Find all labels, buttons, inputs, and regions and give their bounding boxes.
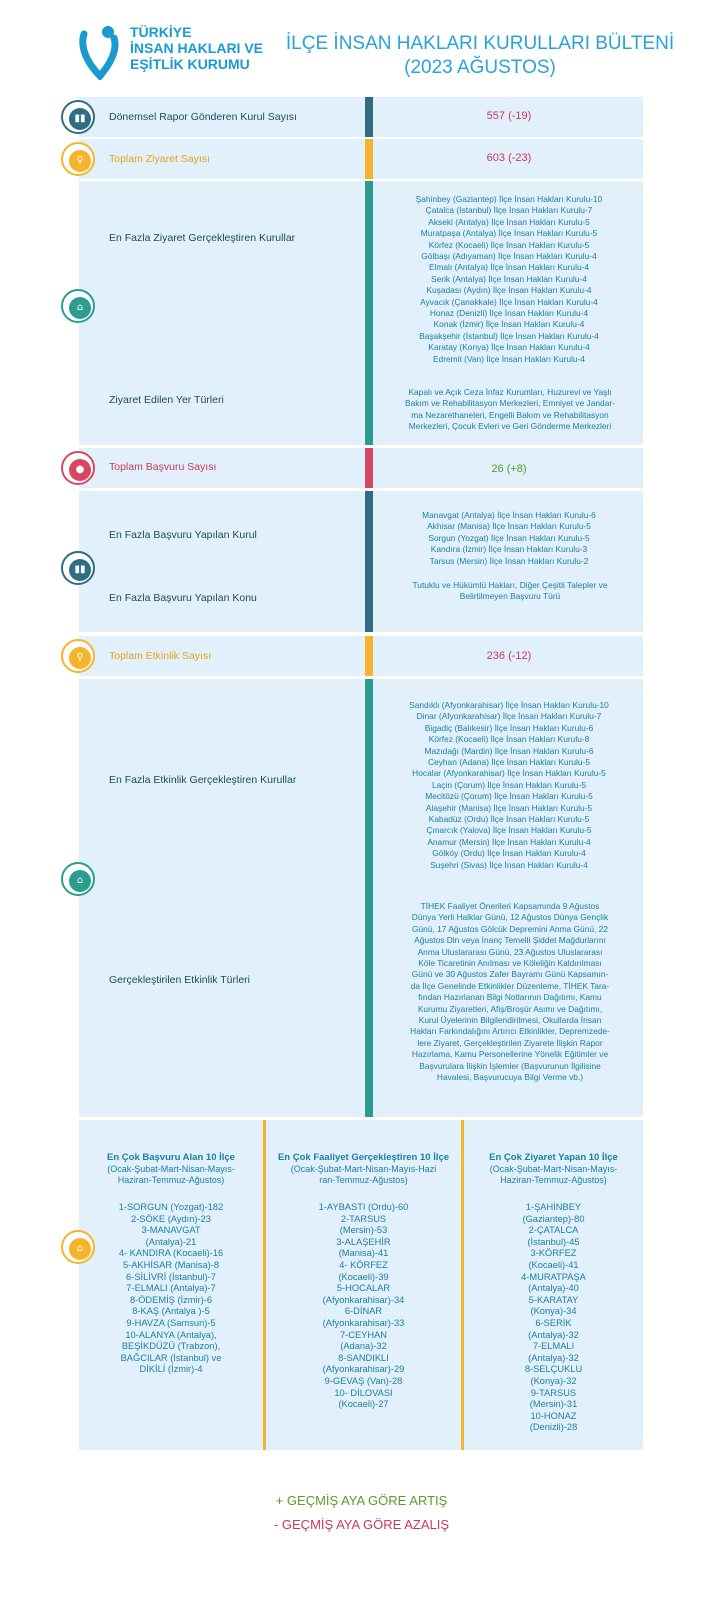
list-item: (Afyonkarahisar)-34 xyxy=(322,1294,405,1305)
list-item: Honaz (Denizli) İlçe İnsan Hakları Kurulu-4 xyxy=(429,308,589,319)
column-title: En Çok Faaliyet Gerçekleştiren 10 İlçe xyxy=(277,1152,450,1163)
list-item: (Adana)-32 xyxy=(340,1341,387,1352)
list-item: Konak (İzmir) İlçe İnsan Hakları Kurulu-4 xyxy=(433,319,585,330)
list-item: Manavgat (Antalya) İlçe İnsan Hakları Kurulu-6 xyxy=(422,510,596,520)
list-item: Serik (Antalya) İlçe İnsan Hakları Kurulu-4 xyxy=(431,273,587,284)
column-title: En Çok Başvuru Alan 10 İlçe xyxy=(107,1152,235,1163)
logo-line: TÜRKİYE xyxy=(130,24,192,40)
list-item: (Gaziantep)-80 xyxy=(522,1213,585,1224)
logo-line: EŞİTLİK KURUMU xyxy=(130,56,250,72)
text-line: Havalesi, Başvurucuya Bilgi Verme vb.) xyxy=(436,1072,584,1083)
list-item: DİKİLİ (İzmir)-4 xyxy=(139,1364,203,1375)
list-item: 5-KARATAY xyxy=(528,1294,579,1305)
logo-line: İNSAN HAKLARI VE xyxy=(130,40,264,56)
top-event-boards-list xyxy=(378,700,640,871)
list-item: (Afyonkarahisar)-33 xyxy=(322,1317,405,1328)
text-line: Tutuklu ve Hükümlü Hakları, Diğer Çeşitli Talepler ve xyxy=(412,580,608,590)
logo-icon xyxy=(78,24,126,80)
column-list xyxy=(470,1202,637,1434)
user-icon: ● xyxy=(69,459,91,481)
list-item: (Kocaeli)-39 xyxy=(338,1271,389,1282)
top-event-boards-label: En Fazla Etkinlik Gerçekleştiren Kurullar xyxy=(109,774,297,786)
text-line: Merkezleri, Çocuk Evleri ve Geri Gönderme Merkezleri xyxy=(408,421,612,432)
list-item: Körfez (Kocaeli) İlçe İnsan Hakları Kurulu-5 xyxy=(428,239,590,250)
subtitle-line: Haziran-Temmuz-Ağustos) xyxy=(117,1175,225,1185)
list-item: 1-SORGUN (Yozgat)-182 xyxy=(118,1202,224,1212)
list-item: BAĞCILAR (İstanbul) ve xyxy=(120,1352,222,1363)
text-line: TİHEK Faaliyet Önerileri Kapsamında 9 Ağustos xyxy=(420,901,600,911)
visit-places-text xyxy=(384,387,636,433)
applied-badge xyxy=(61,551,95,585)
list-item: 5-AKHİSAR (Manisa)-8 xyxy=(122,1259,220,1270)
event-types-label: Gerçekleştirilen Etkinlik Türleri xyxy=(109,974,251,986)
list-item: 9-TARSUS xyxy=(530,1387,577,1398)
list-item: (Kocaeli)-41 xyxy=(528,1259,579,1270)
list-item: Karatay (Konya) İlçe İnsan Hakları Kurulu-4 xyxy=(428,342,590,353)
applied-divider xyxy=(365,491,373,632)
text-line: Başvurulara İlişkin İşlemler (Başvurunun İlgilisine xyxy=(419,1060,601,1071)
bar-chart-icon: ▮▮ xyxy=(69,559,91,581)
logo-text xyxy=(130,24,263,72)
legend-increase: + GEÇMİŞ AYA GÖRE ARTIŞ xyxy=(275,1493,448,1508)
list-item: BEŞİKDÜZÜ (Trabzon), xyxy=(121,1341,221,1352)
list-item: Şahinbey (Gaziantep) İlçe İnsan Hakları Kurulu-10 xyxy=(415,194,603,204)
text-line: Dünya Yerli Halklar Günü, 12 Ağustos Dünya Gençlik xyxy=(411,912,609,923)
home-icon: ⌂ xyxy=(69,297,91,319)
reports-value: 557 (-19) xyxy=(486,110,532,122)
text-line: Kurumu Ziyaretleri, Afiş/Broşür Asımı ve Dağıtımı, xyxy=(417,1003,603,1014)
list-item: Bigadiç (Balıkesir) İlçe İnsan Hakları Kurulu-6 xyxy=(424,722,594,733)
list-item: Hocalar (Afyonkarahisar) İlçe İnsan Hakları Kurulu-5 xyxy=(412,768,606,779)
top-applied-label: En Fazla Başvuru Yapılan Kurul xyxy=(109,529,257,541)
reports-badge xyxy=(61,100,95,134)
list-item: Laçin (Çorum) İlçe İnsan Hakları Kurulu-5 xyxy=(431,779,587,790)
reports-divider xyxy=(365,97,373,137)
top-topic-label: En Fazla Başvuru Yapılan Konu xyxy=(109,592,257,604)
list-item: 8-SANDIKLI xyxy=(338,1352,389,1363)
events-value: 236 (-12) xyxy=(486,650,532,662)
column-subtitle xyxy=(468,1164,639,1186)
list-item: Elmalı (Antalya) İlçe İnsan Hakları Kurulu-4 xyxy=(428,262,590,273)
list-item: 8-ÖDEMİŞ (İzmir)-6 xyxy=(129,1294,213,1305)
list-item: 7-ELMALI xyxy=(532,1341,575,1352)
list-item: 2-ÇATALCA xyxy=(528,1225,579,1236)
list-item: 8-SELÇUKLU xyxy=(524,1364,583,1375)
list-item: 6-DİNAR xyxy=(344,1306,383,1317)
top-applications-column xyxy=(79,1120,263,1450)
list-item: 4- KANDIRA (Kocaeli)-16 xyxy=(118,1248,224,1259)
subtitle-line: (Ocak-Şubat-Mart-Nisan-Mayıs- xyxy=(489,1164,618,1174)
list-item: 1-ŞAHİNBEY xyxy=(525,1202,582,1212)
column-list xyxy=(85,1202,257,1376)
list-item: (Konya)-32 xyxy=(530,1375,577,1386)
event-boards-divider xyxy=(365,679,373,1117)
list-item: Körfez (Kocaeli) İlçe İnsan Hakları Kurulu-8 xyxy=(428,734,590,745)
top-activities-column xyxy=(266,1120,461,1450)
text-line: Kapalı ve Açık Ceza İnfaz Kurumları, Huzurevi ve Yaşlı xyxy=(408,387,612,397)
list-item: 10-ALANYA (Antalya), xyxy=(125,1329,217,1340)
column-subtitle xyxy=(83,1164,259,1186)
list-item: 3-ALAŞEHİR xyxy=(336,1236,391,1247)
list-item: Mazıdağı (Mardin) İlçe İnsan Hakları Kurulu-6 xyxy=(424,745,594,756)
text-line: Köle Ticaretinin Anılması ve Köleliğin Kaldırılması xyxy=(418,958,602,969)
text-line: Ağustos Din veya İnanç Temelli Şiddet Mağdurlarını xyxy=(414,935,606,946)
top-applied-list xyxy=(378,510,640,567)
visit-places-label: Ziyaret Edilen Yer Türleri xyxy=(109,394,224,406)
legend-decrease: - GEÇMİŞ AYA GÖRE AZALIŞ xyxy=(273,1517,450,1532)
list-item: 10-HONAZ xyxy=(530,1410,577,1421)
search-icon: ⚲ xyxy=(69,150,91,172)
list-item: (Konya)-34 xyxy=(530,1306,577,1317)
list-item: (İstanbul)-45 xyxy=(527,1236,580,1247)
list-item: (Kocaeli)-27 xyxy=(338,1399,389,1410)
subtitle-line: (Ocak-Şubat-Mart-Nisan-Mayıs- xyxy=(107,1164,235,1174)
list-item: (Afyonkarahisar)-29 xyxy=(322,1364,405,1375)
page-title xyxy=(285,32,675,80)
list-item: 3-KÖRFEZ xyxy=(530,1248,577,1259)
list-item: 7-ELMALI (Antalya)-7 xyxy=(126,1283,216,1294)
text-line: fından Hazırlanan Bilgi Notlarının Dağıtımı, Kamu xyxy=(418,992,602,1003)
events-badge xyxy=(61,639,95,673)
list-item: Suşehri (Sivas) İlçe İnsan Hakları Kurulu-4 xyxy=(430,859,588,870)
events-label: Toplam Etkinlik Sayısı xyxy=(109,650,212,662)
subtitle-line: (Ocak-Şubat-Mart-Nisan-Mayıs-Hazi xyxy=(290,1164,437,1174)
page-title-line2: (2023 AĞUSTOS) xyxy=(404,57,556,78)
list-item: 7-CEYHAN xyxy=(339,1329,387,1340)
visitors-divider xyxy=(365,181,373,445)
list-item: (Denizli)-28 xyxy=(529,1422,578,1433)
list-item: Kandıra (İzmir) İlçe İnsan Hakları Kurulu-3 xyxy=(430,544,588,555)
visits-badge xyxy=(61,142,95,176)
list-item: Mecitözü (Çorum) İlçe İnsan Hakları Kurulu-5 xyxy=(425,791,593,802)
reports-label: Dönemsel Rapor Gönderen Kurul Sayısı xyxy=(109,111,297,123)
text-line: lere Ziyaret, Gerçekleştirilen Ziyarete İlişkin Rapor xyxy=(417,1037,603,1048)
page-title-line1: İLÇE İNSAN HAKLARI KURULLARI BÜLTENİ xyxy=(285,33,675,54)
list-item: Muratpaşa (Antalya) İlçe İnsan Hakları Kurulu-5 xyxy=(420,228,598,239)
list-item: (Antalya)-32 xyxy=(528,1329,579,1340)
list-item: (Antalya)-21 xyxy=(145,1236,197,1247)
top-visits-column xyxy=(464,1120,643,1450)
list-item: 2-TARSUS xyxy=(340,1213,387,1224)
list-item: Gölbaşı (Adıyaman) İlçe İnsan Hakları Kurulu-4 xyxy=(421,251,597,262)
bar-chart-icon: ▮▮ xyxy=(69,108,91,130)
list-item: 2-SÖKE (Aydın)-23 xyxy=(131,1213,211,1224)
list-item: (Mersin)-31 xyxy=(529,1399,578,1410)
list-item: Çatalca (İstanbul) İlçe İnsan Hakları Kurulu-7 xyxy=(425,205,593,216)
columns-badge xyxy=(61,1230,95,1264)
list-item: 5-HOCALAR xyxy=(336,1283,391,1294)
list-item: 9-GEVAŞ (Van)-28 xyxy=(324,1375,403,1386)
text-line: da İlçe Genelinde Etkinlikler Düzenleme, TİHEK Tara- xyxy=(410,980,610,991)
event-boards-badge xyxy=(61,862,95,896)
list-item: 9-HAVZA (Samsun)-5 xyxy=(126,1317,216,1328)
list-item: Çınarcık (Yalova) İlçe İnsan Hakları Kurulu-5 xyxy=(426,825,592,836)
text-line: ma Nezarethaneleri, Engelli Bakım ve Rehabilitasyon xyxy=(411,409,609,420)
events-divider xyxy=(365,636,373,676)
list-item: Edremit (Van) İlçe İnsan Hakları Kurulu-4 xyxy=(432,353,586,364)
list-item: (Antalya)-32 xyxy=(528,1352,579,1363)
text-line: Hakları Farkındalığını Artırıcı Etkinlikler, Depremzede- xyxy=(410,1026,610,1037)
list-item: Sandıklı (Afyonkarahisar) İlçe İnsan Hakları Kurulu-10 xyxy=(409,700,609,710)
home-icon: ⌂ xyxy=(69,870,91,892)
list-item: 8-KAŞ (Antalya )-5 xyxy=(132,1306,210,1317)
top-visitors-list xyxy=(378,194,640,365)
top-visitors-label: En Fazla Ziyaret Gerçekleştiren Kurullar xyxy=(109,232,296,244)
column-list xyxy=(272,1202,455,1411)
list-item: Sorgun (Yozgat) İlçe İnsan Hakları Kurulu-5 xyxy=(428,532,590,543)
list-item: Dinar (Afyonkarahisar) İlçe İnsan Hakları Kurulu-7 xyxy=(416,711,602,722)
subtitle-line: ran-Temmuz-Ağustos) xyxy=(319,1175,408,1185)
applications-divider xyxy=(365,448,373,488)
top-topic-text xyxy=(384,580,636,603)
visits-value: 603 (-23) xyxy=(486,152,532,164)
visitors-badge xyxy=(61,289,95,323)
applications-value: 26 (+8) xyxy=(491,463,527,475)
visits-divider xyxy=(365,139,373,179)
list-item: 10- DİLOVASI xyxy=(334,1387,393,1398)
list-item: (Manisa)-41 xyxy=(338,1248,389,1259)
text-line: Belirtilmeyen Başvuru Türü xyxy=(459,591,561,602)
list-item: Kuşadası (Aydın) İlçe İnsan Hakları Kurulu-4 xyxy=(426,285,592,296)
list-item: Kabadüz (Ordu) İlçe İnsan Hakları Kurulu-5 xyxy=(428,814,590,825)
list-item: Akseki (Antalya) İlçe İnsan Hakları Kurulu-5 xyxy=(428,216,590,227)
list-item: (Mersin)-53 xyxy=(339,1225,388,1236)
visits-label: Toplam Ziyaret Sayısı xyxy=(109,153,210,165)
list-item: Anamur (Mersin) İlçe İnsan Hakları Kurulu-4 xyxy=(427,836,591,847)
list-item: Gölköy (Ordu) İlçe İnsan Hakları Kurulu-4 xyxy=(432,848,586,859)
text-line: Anma Uluslararası Günü, 23 Ağustos Uluslararası xyxy=(417,946,603,957)
list-item: Tarsus (Mersin) İlçe İnsan Hakları Kurulu-2 xyxy=(429,555,589,566)
list-item: Ceyhan (Adana) İlçe İnsan Hakları Kurulu-5 xyxy=(428,757,590,768)
column-title: En Çok Ziyaret Yapan 10 İlçe xyxy=(489,1152,618,1163)
text-line: Günü ve 30 Ağustos Zafer Bayramı Günü Kapsamın- xyxy=(411,969,609,980)
list-item: (Antalya)-40 xyxy=(528,1283,579,1294)
home-icon: ⌂ xyxy=(69,1238,91,1260)
list-item: 1-AYBASTI (Ordu)-60 xyxy=(318,1202,409,1212)
list-item: 6-SİLİVRİ (İstanbul)-7 xyxy=(126,1271,216,1282)
list-item: 4-MURATPAŞA xyxy=(521,1271,586,1282)
text-line: Kurul Üyelerinin Bilgilendirilmesi, Okullarda İnsan xyxy=(418,1015,602,1026)
search-icon: ⚲ xyxy=(69,647,91,669)
list-item: 6-SERİK xyxy=(535,1317,572,1328)
list-item: Başakşehir (İstanbul) İlçe İnsan Hakları Kurulu-4 xyxy=(419,330,599,341)
applications-label: Toplam Başvuru Sayısı xyxy=(109,461,217,473)
text-line: Günü, 17 Ağustos Gölcük Depremini Anma Günü, 22 xyxy=(412,923,608,934)
subtitle-line: Haziran-Temmuz-Ağustos) xyxy=(500,1175,607,1185)
list-item: Ayvacık (Çanakkale) İlçe İnsan Hakları Kurulu-4 xyxy=(420,296,598,307)
list-item: Alaşehir (Manisa) İlçe İnsan Hakları Kurulu-5 xyxy=(425,802,593,813)
list-item: 4- KÖRFEZ xyxy=(339,1259,388,1270)
event-types-text xyxy=(384,901,636,1084)
list-item: Akhisar (Manisa) İlçe İnsan Hakları Kurulu-5 xyxy=(427,521,591,532)
list-item: 3-MANAVGAT xyxy=(141,1225,201,1236)
text-line: Bakım ve Rehabilitasyon Merkezleri, Emniyet ve Jandar- xyxy=(405,398,615,409)
applications-badge xyxy=(61,451,95,485)
column-subtitle xyxy=(270,1164,457,1186)
text-line: Hazırlama, Kamu Personellerine Yönelik Eğitimler ve xyxy=(411,1049,609,1060)
